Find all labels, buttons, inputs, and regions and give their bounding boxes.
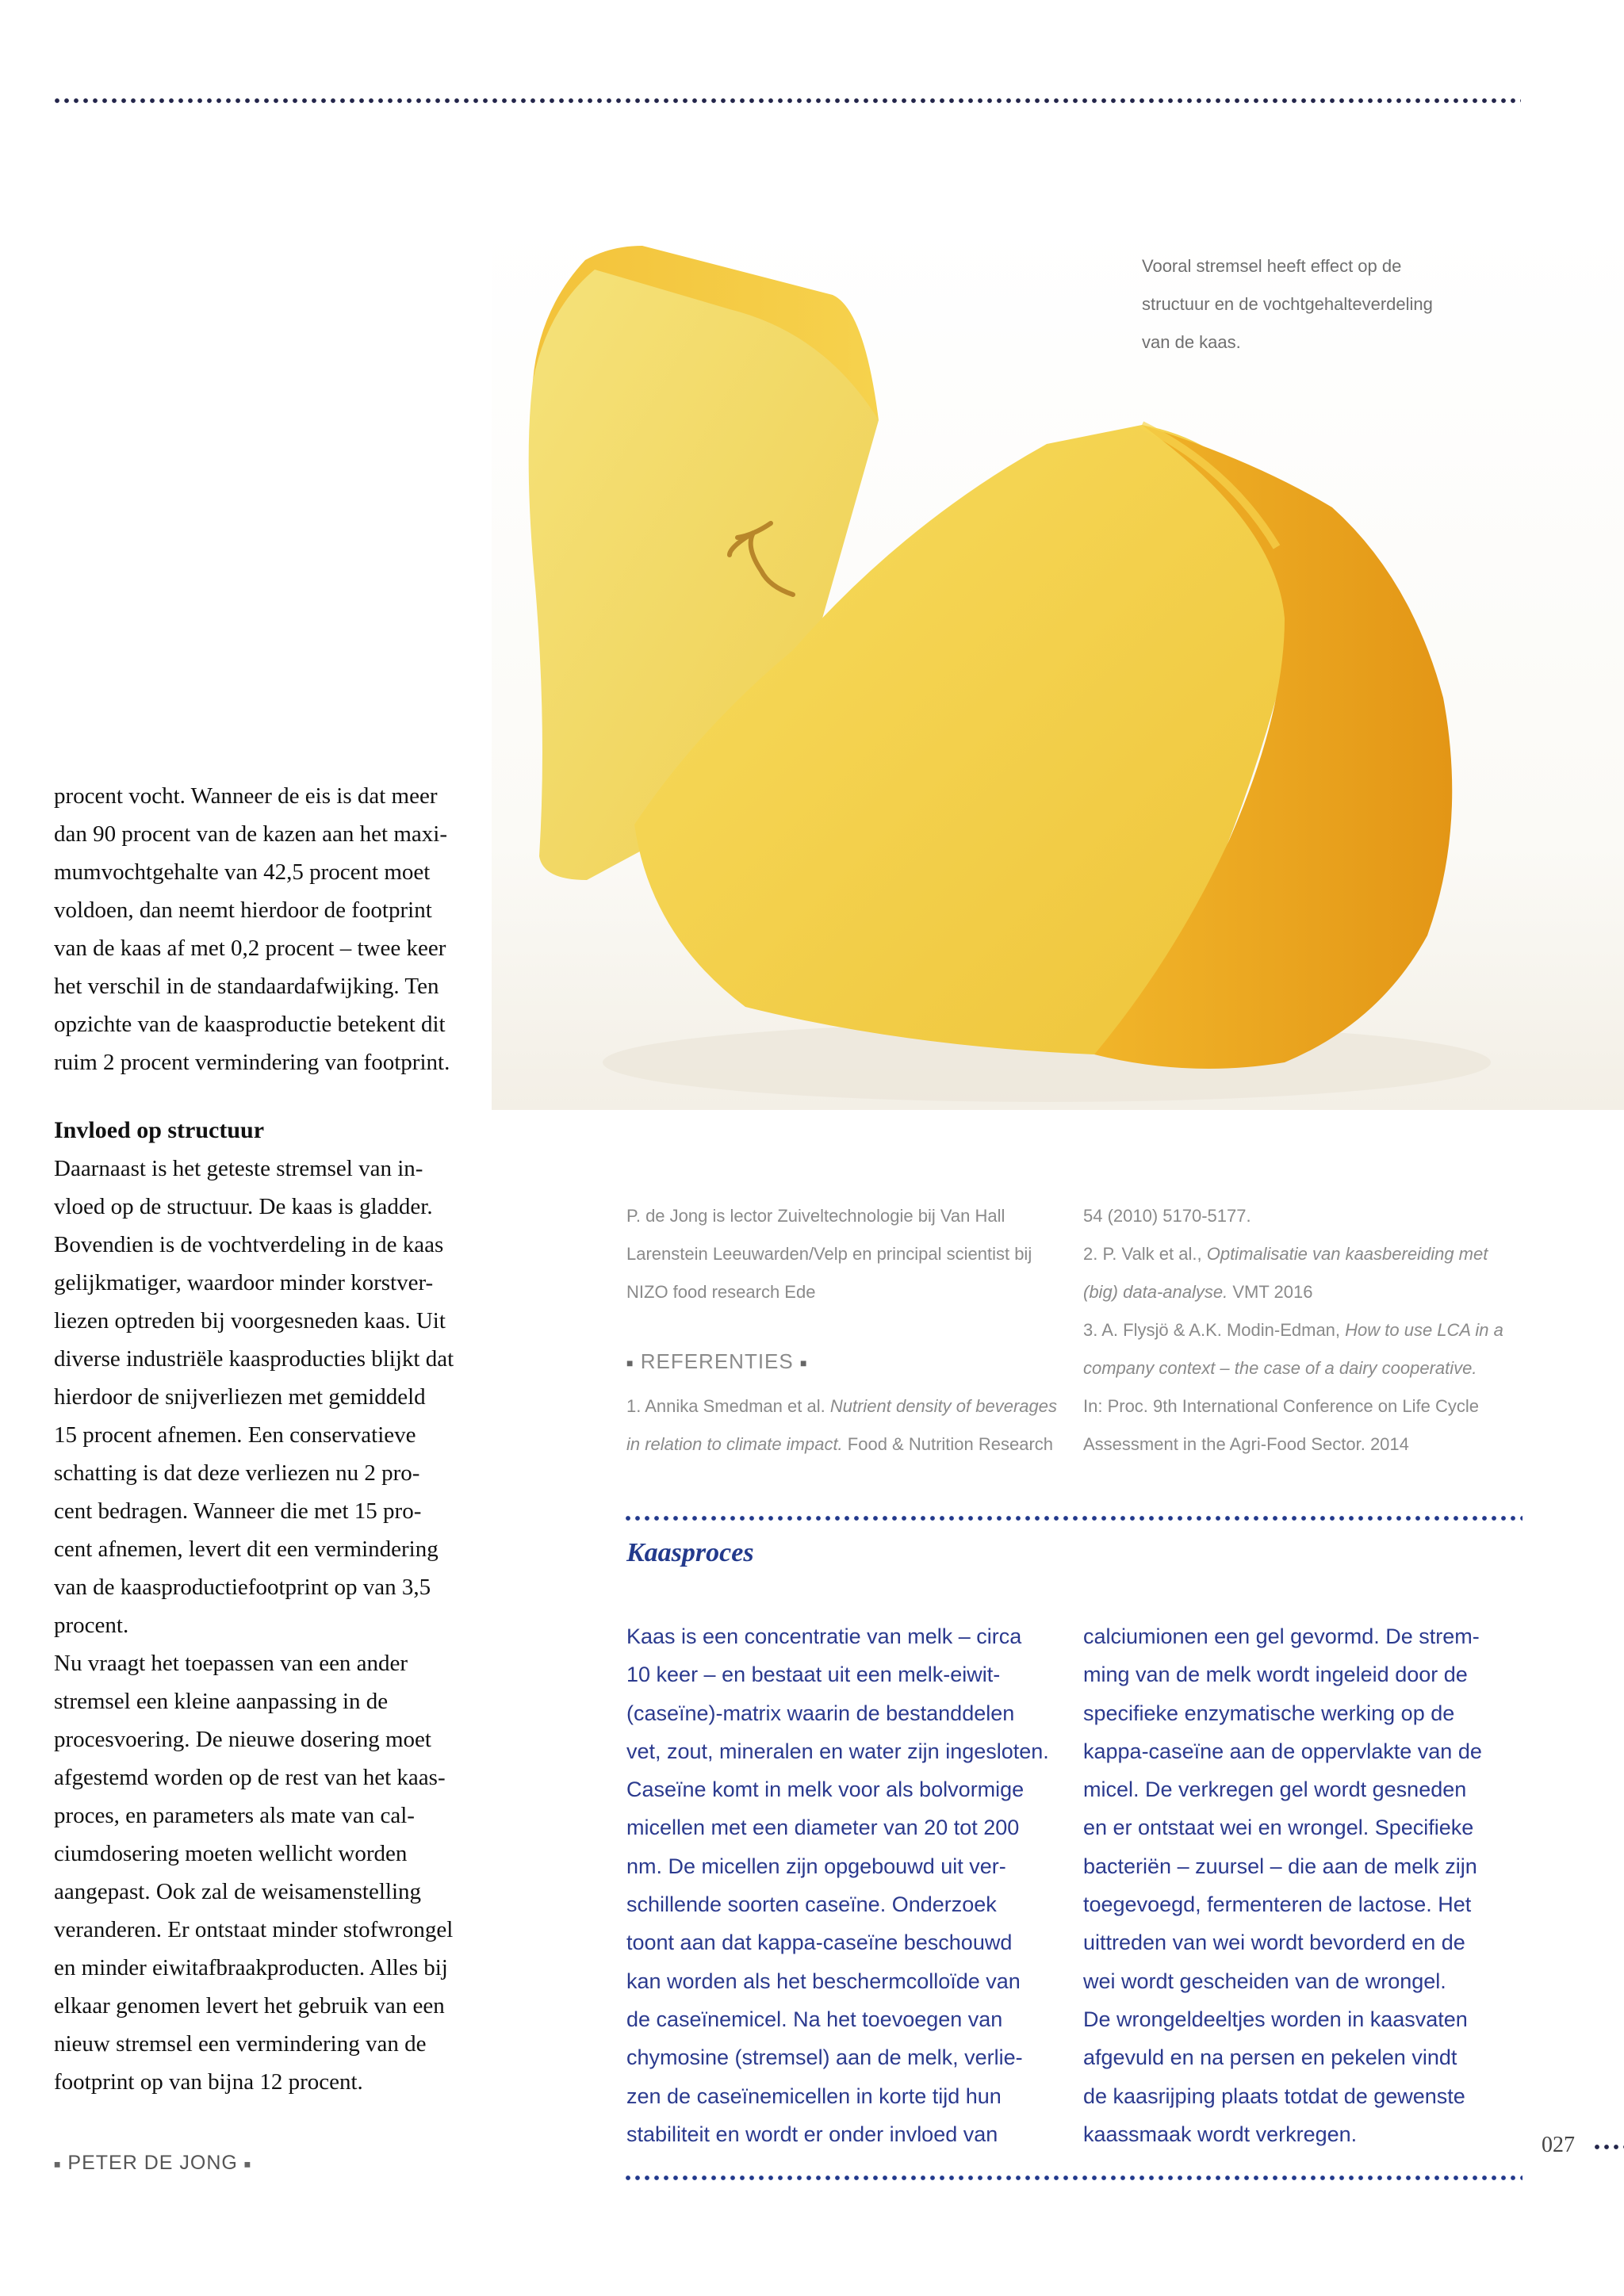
body-line: Bovendien is de vochtverdeling in de kaas xyxy=(54,1232,444,1257)
ref-line: Assessment in the Agri-Food Sector. 2014 xyxy=(1083,1434,1409,1454)
box-line: kaassmaak wordt verkregen. xyxy=(1083,2122,1358,2146)
box-line: Caseïne komt in melk voor als bolvormige xyxy=(626,1777,1025,1802)
box-column-right xyxy=(1083,1617,1527,2153)
caption-line: van de kaas. xyxy=(1142,332,1241,352)
author-byline xyxy=(54,2152,251,2175)
article-body xyxy=(54,777,498,2101)
references-right-column xyxy=(1083,1197,1543,1464)
box-line: ming van de melk wordt ingeleid door de xyxy=(1083,1663,1468,1687)
caption-line: structuur en de vochtgehalteverdeling xyxy=(1142,294,1433,314)
ref-title: in relation to climate impact. xyxy=(626,1434,843,1454)
body-line: Nu vraagt het toepassen van een ander xyxy=(54,1651,408,1676)
ref-text: Food & Nutrition Research xyxy=(842,1434,1054,1454)
box-title: Kaasproces xyxy=(626,1538,754,1567)
body-line: aangepast. Ook zal de weisamenstelling xyxy=(54,1879,422,1904)
body-line: gelijkmatiger, waardoor minder korstver- xyxy=(54,1270,434,1295)
box-line: afgevuld en na persen en pekelen vindt xyxy=(1083,2045,1457,2070)
box-line: (caseïne)-matrix waarin de bestanddelen xyxy=(626,1701,1015,1725)
bio-line: NIZO food research Ede xyxy=(626,1282,816,1302)
paragraph-structuur xyxy=(54,1150,498,1644)
references-heading-text: REFERENTIES xyxy=(640,1349,794,1373)
box-line: zen de caseïnemicellen in korte tijd hun xyxy=(626,2084,1002,2108)
ref-title: Optimalisatie van kaasbereiding met xyxy=(1206,1244,1488,1264)
body-line: afgestemd worden op de rest van het kaas- xyxy=(54,1765,446,1790)
body-line: elkaar genomen levert het gebruik van een xyxy=(54,1993,445,2019)
ref-title: (big) data-analyse. xyxy=(1083,1282,1228,1302)
body-line: diverse industriële kaasproducties blijkt dat xyxy=(54,1346,454,1372)
body-line: van de kaas af met 0,2 procent – twee keer xyxy=(54,936,446,961)
body-line: procent vocht. Wanneer de eis is dat meer xyxy=(54,783,438,809)
ref-title: Nutrient density of beverages xyxy=(829,1396,1057,1416)
paragraph-intro xyxy=(54,777,498,1081)
body-line: dan 90 procent van de kazen aan het maxi- xyxy=(54,821,448,847)
body-line: voldoen, dan neemt hierdoor de footprint xyxy=(54,897,432,923)
page-number-dots xyxy=(1592,2143,1624,2151)
ref-title: company context – the case of a dairy cooperative. xyxy=(1083,1358,1477,1378)
body-line: Daarnaast is het geteste stremsel van in- xyxy=(54,1156,423,1181)
ref-line: In: Proc. 9th International Conference on Life Cycle xyxy=(1083,1396,1479,1416)
body-line: het verschil in de standaardafwijking. Ten xyxy=(54,974,439,999)
body-line: ruim 2 procent vermindering van footprint. xyxy=(54,1050,450,1075)
square-bullet-icon: ■ xyxy=(799,1357,808,1370)
bio-line: Larenstein Leeuwarden/Velp en principal scientist bij xyxy=(626,1244,1032,1264)
top-dotted-rule xyxy=(52,97,1521,105)
body-line: cent afnemen, levert dit een vermindering xyxy=(54,1536,439,1562)
author-name: PETER DE JONG xyxy=(67,2152,238,2174)
body-line: cent bedragen. Wanneer die met 15 pro- xyxy=(54,1498,422,1524)
bio-line: P. de Jong is lector Zuiveltechnologie bij Van Hall xyxy=(626,1206,1005,1226)
ref-line xyxy=(1083,1349,1543,1387)
ref-text: 3. A. Flysjö & A.K. Modin-Edman, xyxy=(1083,1320,1346,1340)
square-bullet-icon: ■ xyxy=(626,1357,634,1370)
ref-line xyxy=(1083,1311,1543,1349)
body-line: van de kaasproductiefootprint op van 3,5 xyxy=(54,1575,431,1600)
box-line: vet, zout, mineralen en water zijn ingesloten. xyxy=(626,1739,1049,1763)
square-bullet-icon: ■ xyxy=(243,2157,252,2171)
box-line: de caseïnemicel. Na het toevoegen van xyxy=(626,2007,1003,2031)
body-line: 15 procent afnemen. Een conservatieve xyxy=(54,1422,416,1448)
box-line: calciumionen een gel gevormd. De strem- xyxy=(1083,1624,1480,1648)
box-line: micellen met een diameter van 20 tot 200 xyxy=(626,1816,1020,1840)
box-top-dotted-rule xyxy=(623,1514,1522,1522)
box-line: 10 keer – en bestaat uit een melk-eiwit- xyxy=(626,1663,1001,1687)
ref-title: How to use LCA in a xyxy=(1345,1320,1503,1340)
photo-caption xyxy=(1142,247,1491,362)
ref-text: 1. Annika Smedman et al. xyxy=(626,1396,830,1416)
box-line: uittreden van wei wordt bevorderd en de xyxy=(1083,1931,1465,1955)
paragraph-nu xyxy=(54,1644,498,2101)
body-line: proces, en parameters als mate van cal- xyxy=(54,1803,415,1828)
box-line: specifieke enzymatische werking op de xyxy=(1083,1701,1455,1725)
ref-line xyxy=(1083,1235,1543,1273)
ref-text: VMT 2016 xyxy=(1228,1282,1313,1302)
author-bio xyxy=(626,1197,1071,1311)
box-line: toegevoegd, fermenteren de lactose. Het xyxy=(1083,1892,1472,1917)
box-line: stabiliteit en wordt er onder invloed van xyxy=(626,2122,998,2146)
body-line: ciumdosering moeten wellicht worden xyxy=(54,1841,408,1866)
body-line: vloed op de structuur. De kaas is gladder. xyxy=(54,1194,433,1219)
body-line: stremsel een kleine aanpassing in de xyxy=(54,1689,389,1714)
box-line: kappa-caseïne aan de oppervlakte van de xyxy=(1083,1739,1482,1763)
box-column-left xyxy=(626,1617,1071,2153)
body-line: procent. xyxy=(54,1613,129,1638)
caption-line: Vooral stremsel heeft effect op de xyxy=(1142,256,1402,276)
ref-line xyxy=(626,1387,1071,1425)
box-line: de kaasrijping plaats totdat de gewenste xyxy=(1083,2084,1465,2108)
body-line: hierdoor de snijverliezen met gemiddeld xyxy=(54,1384,426,1410)
box-line: chymosine (stremsel) aan de melk, verlie- xyxy=(626,2045,1023,2070)
box-line: wei wordt gescheiden van de wrongel. xyxy=(1083,1969,1446,1993)
body-line: nieuw stremsel een vermindering van de xyxy=(54,2031,427,2057)
body-line: en minder eiwitafbraakproducten. Alles bij xyxy=(54,1955,448,1980)
box-line: schillende soorten caseïne. Onderzoek xyxy=(626,1892,997,1917)
body-line: footprint op van bijna 12 procent. xyxy=(54,2069,363,2095)
section-heading: Invloed op structuur xyxy=(54,1117,265,1143)
box-line: kan worden als het beschermcolloïde van xyxy=(626,1969,1021,1993)
ref-text: 2. P. Valk et al., xyxy=(1083,1244,1207,1264)
box-line: micel. De verkregen gel wordt gesneden xyxy=(1083,1777,1467,1802)
ref-line xyxy=(626,1425,1071,1464)
body-line: opzichte van de kaasproductie betekent dit xyxy=(54,1012,446,1037)
page-number: 027 xyxy=(1542,2133,1575,2157)
body-line: liezen optreden bij voorgesneden kaas. Uit xyxy=(54,1308,446,1334)
box-bottom-dotted-rule xyxy=(623,2174,1522,2182)
body-line: procesvoering. De nieuwe dosering moet xyxy=(54,1727,431,1752)
body-line: mumvochtgehalte van 42,5 procent moet xyxy=(54,859,431,885)
ref-line: 54 (2010) 5170-5177. xyxy=(1083,1206,1251,1226)
reference-1 xyxy=(626,1387,1071,1464)
body-line: veranderen. Er ontstaat minder stofwrongel xyxy=(54,1917,454,1942)
box-line: toont aan dat kappa-caseïne beschouwd xyxy=(626,1931,1013,1955)
box-line: De wrongeldeeltjes worden in kaasvaten xyxy=(1083,2007,1468,2031)
ref-line xyxy=(1083,1273,1543,1311)
box-line: nm. De micellen zijn opgebouwd uit ver- xyxy=(626,1854,1006,1878)
box-line: bacteriën – zuursel – die aan de melk zijn xyxy=(1083,1854,1477,1878)
references-heading xyxy=(626,1349,807,1374)
box-line: en er ontstaat wei en wrongel. Specifieke xyxy=(1083,1816,1474,1840)
square-bullet-icon: ■ xyxy=(54,2157,62,2171)
box-line: Kaas is een concentratie van melk – circa xyxy=(626,1624,1022,1648)
body-line: schatting is dat deze verliezen nu 2 pro- xyxy=(54,1460,420,1486)
